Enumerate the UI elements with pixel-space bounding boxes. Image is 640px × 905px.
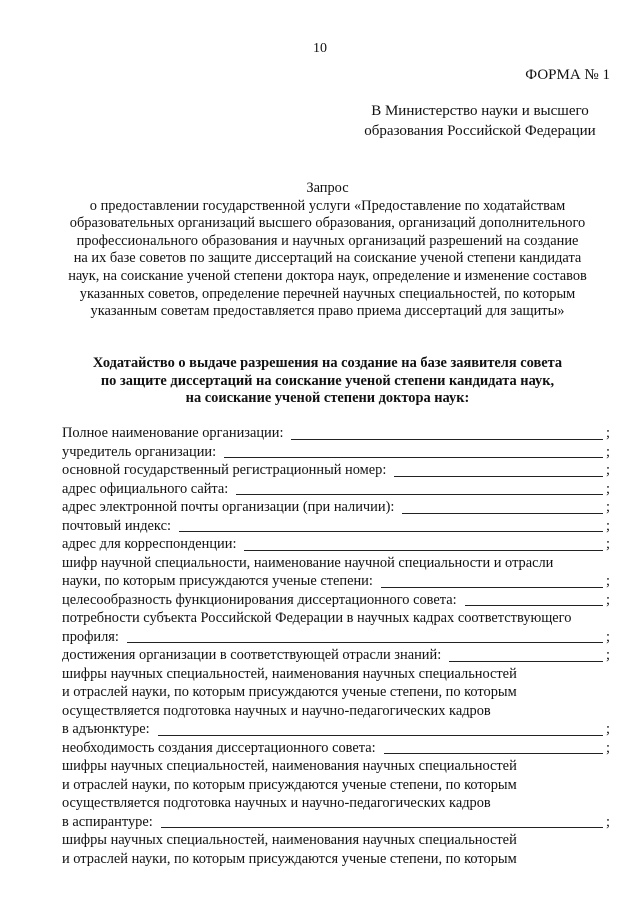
form-field-row [62, 628, 610, 647]
field-label-line: осуществляется подготовка научных и научно-педагогических кадров [62, 702, 491, 719]
form-field-row [62, 461, 610, 480]
fill-in-blank[interactable] [127, 641, 603, 643]
field-label: основной государственный регистрационный номер: [62, 462, 387, 478]
field-terminator: ; [606, 591, 610, 608]
request-line: наук, на соискание ученой степени доктора наук, определение и изменение составов [68, 267, 587, 284]
field-label: необходимость создания диссертационного совета: [62, 739, 376, 756]
field-terminator: ; [606, 721, 610, 737]
field-label: учредитель организации: [62, 443, 217, 460]
fill-in-blank[interactable] [244, 549, 603, 551]
request-line: образовательных организаций высшего образования, организаций дополнительного [69, 215, 586, 232]
addressee-block [350, 101, 610, 141]
request-line: на их базе советов по защите диссертаций на соискание ученой степени кандидата [73, 250, 582, 267]
form-field-row [62, 572, 610, 591]
page-number: 10 [313, 41, 327, 56]
fill-in-blank[interactable] [291, 438, 603, 440]
field-label: почтовый индекс: [62, 517, 171, 534]
fill-in-blank[interactable] [179, 530, 603, 532]
request-line: указанным советам предоставляется право приема диссертаций для защиты» [90, 303, 565, 320]
field-label: в аспирантуре: [62, 813, 153, 830]
fill-in-blank[interactable] [161, 826, 603, 828]
field-terminator: ; [606, 425, 610, 441]
form-field-row [62, 498, 610, 517]
form-field-row [62, 813, 610, 832]
field-terminator: ; [606, 813, 610, 830]
field-label: в адъюнктуре: [62, 721, 150, 737]
fill-in-blank[interactable] [224, 456, 603, 458]
field-terminator: ; [606, 443, 610, 460]
field-terminator: ; [606, 499, 610, 515]
field-label: достижения организации в соответствующей отрасли знаний: [62, 647, 442, 663]
field-label: профиля: [62, 628, 119, 645]
field-label-line: и отраслей науки, по которым присуждаются ученые степени, по которым [62, 776, 517, 793]
field-terminator: ; [606, 573, 610, 589]
fill-in-blank[interactable] [394, 475, 603, 477]
field-terminator: ; [606, 462, 610, 478]
form-field-row [62, 535, 610, 554]
field-label-line: потребности субъекта Российской Федерации в научных кадрах соответствующего [62, 610, 572, 626]
field-terminator: ; [606, 536, 610, 552]
field-label: адрес официального сайта: [62, 480, 229, 497]
field-label: науки, по которым присуждаются ученые степени: [62, 573, 373, 589]
fill-in-blank[interactable] [449, 660, 603, 662]
request-line: о предоставлении государственной услуги «Предоставление по ходатайствам [89, 197, 566, 214]
fill-in-blank[interactable] [402, 512, 603, 514]
field-label: адрес для корреспонденции: [62, 536, 237, 552]
field-label: Полное наименование организации: [62, 425, 284, 441]
form-field-row [62, 646, 610, 665]
form-label: ФОРМА № 1 [525, 67, 610, 83]
motion-heading [40, 355, 615, 408]
form-field-row [62, 443, 610, 462]
request-line: профессионального образования и научных организаций разрешений на создание [76, 232, 579, 249]
form-fields [62, 424, 610, 868]
fill-in-blank[interactable] [381, 586, 603, 588]
request-block [40, 180, 615, 321]
motion-line: Ходатайство о выдаче разрешения на создание на базе заявителя совета [92, 355, 563, 371]
fill-in-blank[interactable] [384, 752, 603, 754]
form-field-row [62, 480, 610, 499]
form-field-row [62, 739, 610, 758]
field-terminator: ; [606, 480, 610, 497]
request-line: указанных советов, определение перечней научных специальностей, по которым [79, 285, 576, 302]
fill-in-blank[interactable] [465, 604, 603, 606]
addressee-line: В Министерство науки и высшего [371, 103, 589, 119]
addressee-line: образования Российской Федерации [364, 123, 596, 139]
form-field-row [62, 591, 610, 610]
form-field-row [62, 517, 610, 536]
form-field-row [62, 720, 610, 739]
field-terminator: ; [606, 739, 610, 756]
field-label-line: шифры научных специальностей, наименования научных специальностей [62, 832, 517, 848]
field-terminator: ; [606, 647, 610, 663]
field-label-line: и отраслей науки, по которым присуждаются ученые степени, по которым [62, 684, 517, 700]
form-field-row [62, 424, 610, 443]
field-label-line: осуществляется подготовка научных и научно-педагогических кадров [62, 795, 491, 811]
fill-in-blank[interactable] [236, 493, 603, 495]
field-label: целесообразность функционирования диссертационного совета: [62, 591, 457, 608]
request-title: Запрос [306, 180, 349, 196]
fill-in-blank[interactable] [158, 734, 603, 736]
field-terminator: ; [606, 628, 610, 645]
field-label-line: шифры научных специальностей, наименования научных специальностей [62, 758, 517, 774]
field-label-line: шифр научной специальности, наименование научной специальности и отрасли [62, 554, 554, 571]
field-label-line: шифры научных специальностей, наименования научных специальностей [62, 665, 517, 682]
field-label: адрес электронной почты организации (при наличии): [62, 499, 395, 515]
motion-line: на соискание ученой степени доктора наук: [185, 390, 470, 407]
motion-line: по защите диссертаций на соискание ученой степени кандидата наук, [100, 372, 555, 389]
field-terminator: ; [606, 517, 610, 534]
field-label-line: и отраслей науки, по которым присуждаются ученые степени, по которым [62, 850, 517, 867]
